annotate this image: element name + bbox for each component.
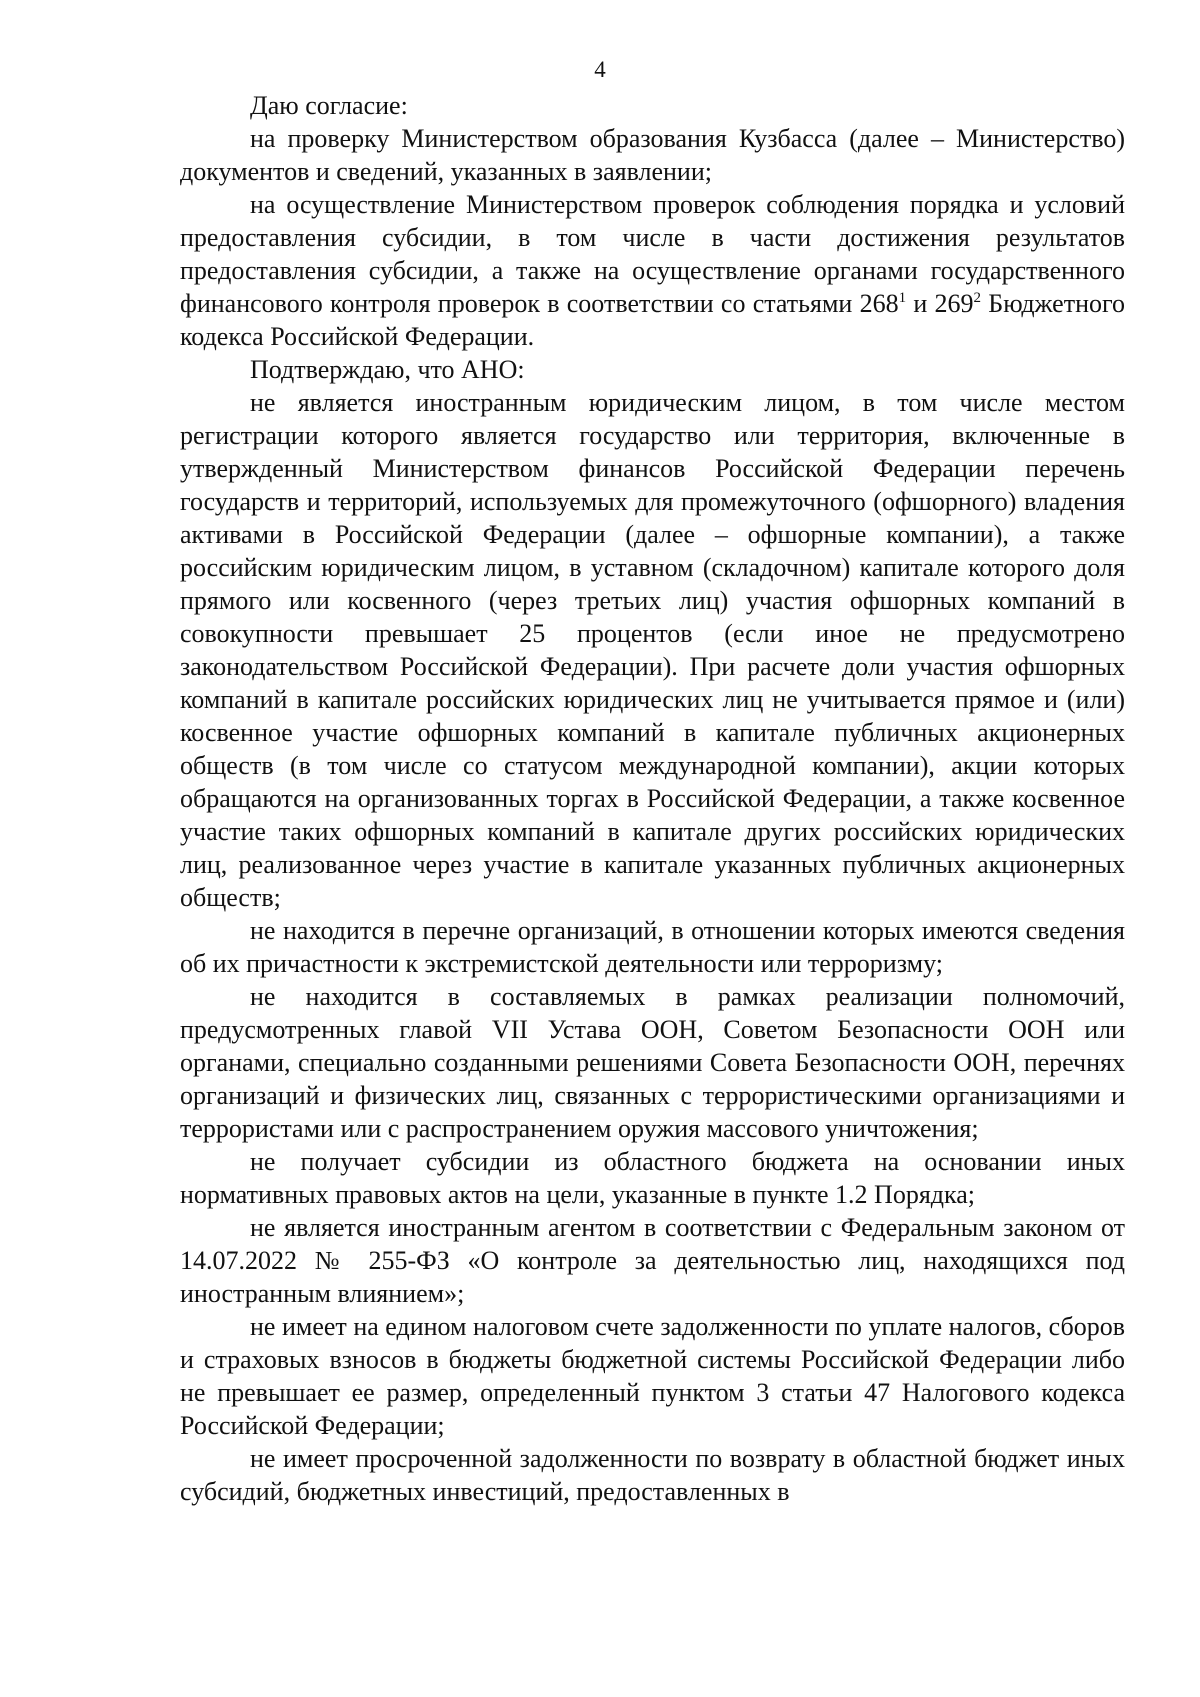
consent-item-2-text-b: и 269 bbox=[906, 289, 974, 318]
confirm-item-5: не является иностранным агентом в соответствии с Федеральным законом от 14.07.2022 № 255-ФЗ «О контроле за деятельностью лиц, находящихся под иностранным влиянием»; bbox=[180, 1213, 1125, 1308]
consent-item-1: на проверку Министерством образования Кузбасса (далее – Министерство) документов и сведений, указанных в заявлении; bbox=[180, 124, 1125, 186]
confirm-item-3: не находится в составляемых в рамках реализации полномочий, предусмотренных главой VII Устава ООН, Советом Безопасности ООН или органами, специально созданными решениями Совета Безопасности ООН, перечнях организаций и физических лиц, связанных с террористическими организациями и террористами или с распространением оружия массового уничтожения; bbox=[180, 982, 1125, 1143]
consent-item-2-text-c: Бюджетного кодекса Российской Федерации. bbox=[180, 289, 1125, 351]
confirm-item-1: не является иностранным юридическим лицом, в том числе местом регистрации которого является государство или территория, включенные в утвержденный Министерством финансов Российской Федерации перечень государств и территорий, используемых для промежуточного (офшорного) владения активами в Российской Федерации (далее – офшорные компании), а также российским юридическим лицом, в уставном (складочном) капитале которого доля прямого или косвенного (через третьих лиц) участия офшорных компаний в совокупности превышает 25 процентов (если иное не предусмотрено законодательством Российской Федерации). При расчете доли участия офшорных компаний в капитале российских юридических лиц не учитывается прямое и (или) косвенное участие офшорных компаний в капитале публичных акционерных обществ (в том числе со статусом международной компании), акции которых обращаются на организованных торгах в Российской Федерации, а также косвенное участие таких офшорных компаний в капитале других российских юридических лиц, реализованное через участие в капитале указанных публичных акционерных обществ; bbox=[180, 388, 1125, 912]
consent-intro: Даю согласие: bbox=[250, 91, 408, 120]
footnote-superscript-2: 2 bbox=[973, 290, 982, 306]
document-body bbox=[180, 89, 1125, 1508]
confirm-item-4: не получает субсидии из областного бюджета на основании иных нормативных правовых актов на цели, указанные в пункте 1.2 Порядка; bbox=[180, 1147, 1125, 1209]
confirm-item-7: не имеет просроченной задолженности по возврату в областной бюджет иных субсидий, бюджетных инвестиций, предоставленных в bbox=[180, 1444, 1125, 1506]
confirm-item-2: не находится в перечне организаций, в отношении которых имеются сведения об их причастности к экстремистской деятельности или терроризму; bbox=[180, 916, 1125, 978]
consent-item-2-text-a: на осуществление Министерством проверок соблюдения порядка и условий предоставления субсидии, в том числе в части достижения результатов предоставления субсидии, а также на осуществление органами государственного финансового контроля проверок в соответствии со статьями 268 bbox=[180, 190, 1125, 318]
confirm-item-6: не имеет на едином налоговом счете задолженности по уплате налогов, сборов и страховых взносов в бюджеты бюджетной системы Российской Федерации либо не превышает ее размер, определенный пунктом 3 статьи 47 Налогового кодекса Российской Федерации; bbox=[180, 1312, 1125, 1440]
footnote-superscript-1: 1 bbox=[898, 290, 907, 306]
consent-item-2 bbox=[180, 188, 1125, 353]
confirm-intro: Подтверждаю, что АНО: bbox=[250, 355, 525, 384]
page-number: 4 bbox=[594, 57, 606, 82]
